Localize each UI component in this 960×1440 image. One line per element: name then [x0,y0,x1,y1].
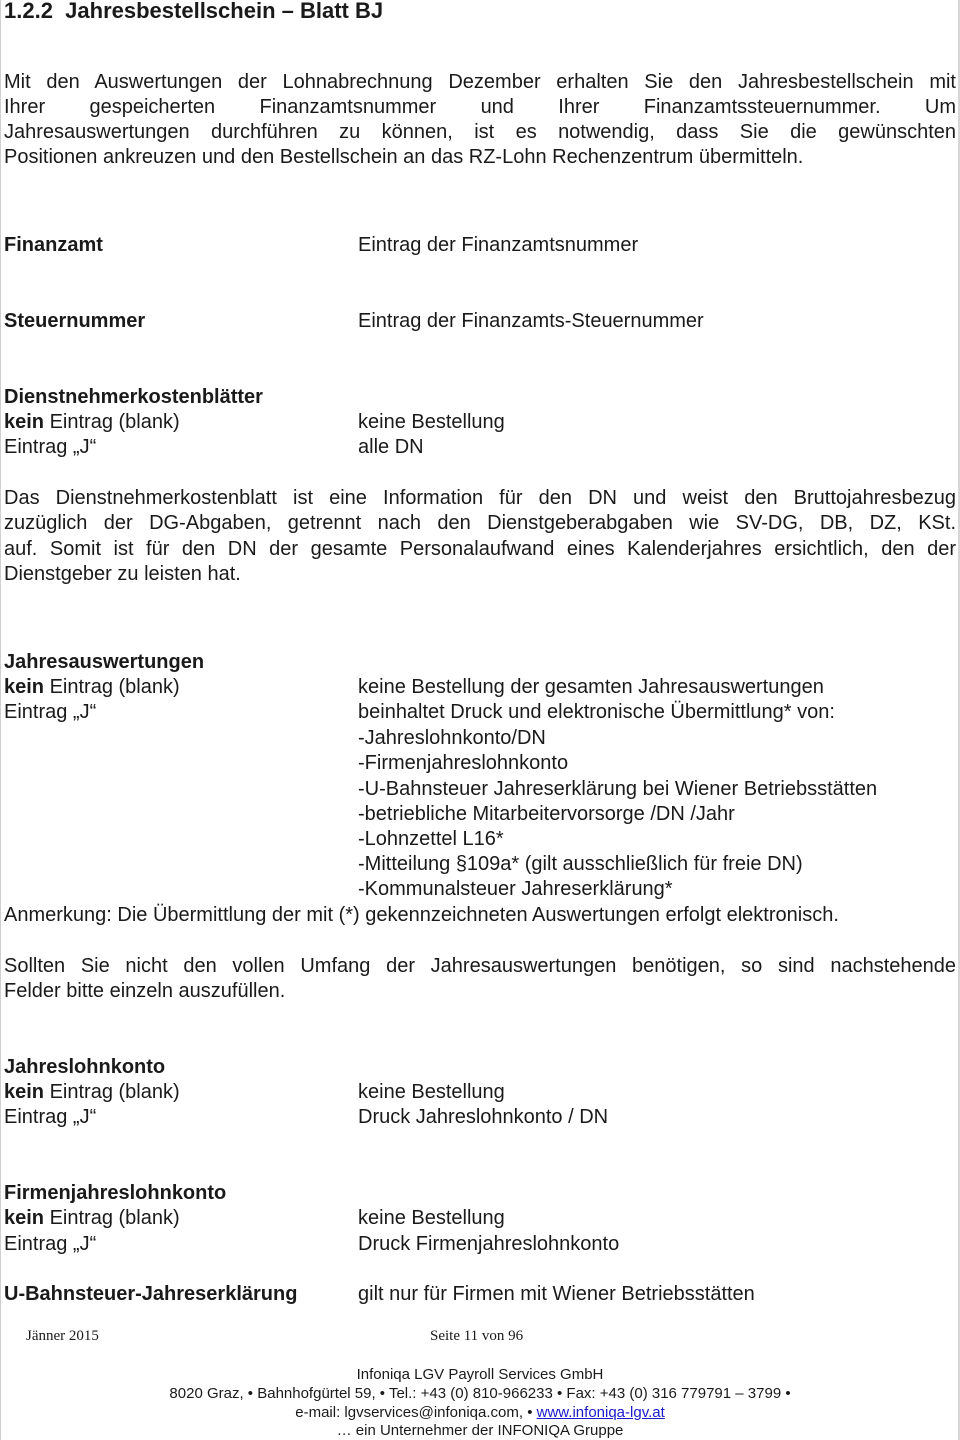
footer-company: Infoniqa LGV Payroll Services GmbH [356,1366,604,1383]
jahresauswertungen-note: Anmerkung: Die Übermittlung der mit (*) gekennzeichneten Auswertungen erfolgt elektronisch. [4,904,839,926]
firmenjahreslohnkonto-row-blank-value: keine Bestellung [358,1207,505,1229]
section-number: 1.2.2 [4,0,53,23]
jahresauswertungen-item: -Lohnzettel L16* [358,828,504,850]
footer-group: … ein Unternehmer der INFONIQA Gruppe [336,1422,624,1439]
section-heading [4,0,383,24]
intro-line: Ihrer gespeicherten Finanzamtsnummer und Ihrer Finanzamtssteuernummer. Um [4,96,956,118]
jahreslohnkonto-row-j-value: Druck Jahreslohnkonto / DN [358,1106,609,1128]
jahresauswertungen-item: -Firmenjahreslohnkonto [358,752,569,774]
jahreslohnkonto-row-blank-value: keine Bestellung [358,1081,505,1103]
finanzamt-value: Eintrag der Finanzamtsnummer [358,234,639,256]
jahresauswertungen-row-blank-value: keine Bestellung der gesamten Jahresauswertungen [358,676,824,698]
dienstnehmer-row-blank: kein Eintrag (blank) [4,411,180,433]
footer-date: Jänner 2015 [26,1328,99,1344]
jahresauswertungen-row-blank: kein Eintrag (blank) [4,676,180,698]
steuernummer-value: Eintrag der Finanzamts-Steuernummer [358,310,704,332]
jahresauswertungen-para-line: Felder bitte einzeln auszufüllen. [4,980,286,1002]
finanzamt-label: Finanzamt [4,234,103,256]
page-edge-left [0,0,1,1440]
footer-page-number: Seite 11 von 96 [430,1328,524,1344]
dienstnehmer-para-line: auf. Somit ist für den DN der gesamte Personalaufwand eines Kalenderjahres ersichtlich, den der [4,538,956,560]
firmenjahreslohnkonto-row-blank: kein Eintrag (blank) [4,1207,180,1229]
dienstnehmer-title: Dienstnehmerkostenblätter [4,386,263,408]
intro-line: Positionen ankreuzen und den Bestellschein an das RZ-Lohn Rechenzentrum übermitteln. [4,146,804,168]
jahresauswertungen-row-j-value: beinhaltet Druck und elektronische Übermittlung* von: [358,701,835,723]
ubahn-label: U-Bahnsteuer-Jahreserklärung [4,1283,298,1305]
steuernummer-label: Steuernummer [4,310,146,332]
ubahn-value: gilt nur für Firmen mit Wiener Betriebsstätten [358,1283,755,1305]
jahreslohnkonto-title: Jahreslohnkonto [4,1056,166,1078]
jahreslohnkonto-row-j: Eintrag „J“ [4,1106,97,1128]
intro-line: Jahresauswertungen durchführen zu können, ist es notwendig, dass Sie die gewünschten [4,121,956,143]
jahresauswertungen-title: Jahresauswertungen [4,651,205,673]
footer-website-link[interactable]: www.infoniqa-lgv.at [536,1404,665,1421]
firmenjahreslohnkonto-title: Firmenjahreslohnkonto [4,1182,227,1204]
dienstnehmer-row-j: Eintrag „J“ [4,436,97,458]
intro-line: Mit den Auswertungen der Lohnabrechnung Dezember erhalten Sie den Jahresbestellschein mit [4,71,956,93]
dienstnehmer-para-line: Dienstgeber zu leisten hat. [4,563,241,585]
footer-email: e-mail: lgvservices@infoniqa.com, • [295,1404,537,1421]
dienstnehmer-para-line: zuzüglich der DG-Abgaben, getrennt nach den Dienstgeberabgaben wie SV-DG, DB, DZ, KSt. [4,512,956,534]
firmenjahreslohnkonto-row-j-value: Druck Firmenjahreslohnkonto [358,1233,620,1255]
footer-contact [0,1403,960,1422]
jahresauswertungen-item: -Kommunalsteuer Jahreserklärung* [358,878,673,900]
dienstnehmer-row-blank-value: keine Bestellung [358,411,505,433]
jahresauswertungen-para-line: Sollten Sie nicht den vollen Umfang der Jahresauswertungen benötigen, so sind nachstehende [4,955,956,977]
jahresauswertungen-row-j: Eintrag „J“ [4,701,97,723]
jahresauswertungen-item: -betriebliche Mitarbeitervorsorge /DN /Jahr [358,803,735,825]
jahresauswertungen-item: -Mitteilung §109a* (gilt ausschließlich für freie DN) [358,853,803,875]
jahreslohnkonto-row-blank: kein Eintrag (blank) [4,1081,180,1103]
section-title: Jahresbestellschein – Blatt BJ [65,0,384,23]
footer-address: 8020 Graz, • Bahnhofgürtel 59, • Tel.: +43 (0) 810-966233 • Fax: +43 (0) 316 779791 – 3799 • [169,1385,791,1402]
jahresauswertungen-item: -U-Bahnsteuer Jahreserklärung bei Wiener Betriebsstätten [358,778,878,800]
jahresauswertungen-item: -Jahreslohnkonto/DN [358,727,546,749]
firmenjahreslohnkonto-row-j: Eintrag „J“ [4,1233,97,1255]
dienstnehmer-row-j-value: alle DN [358,436,424,458]
dienstnehmer-para-line: Das Dienstnehmerkostenblatt ist eine Information für den DN und weist den Bruttojahresbezug [4,487,956,509]
